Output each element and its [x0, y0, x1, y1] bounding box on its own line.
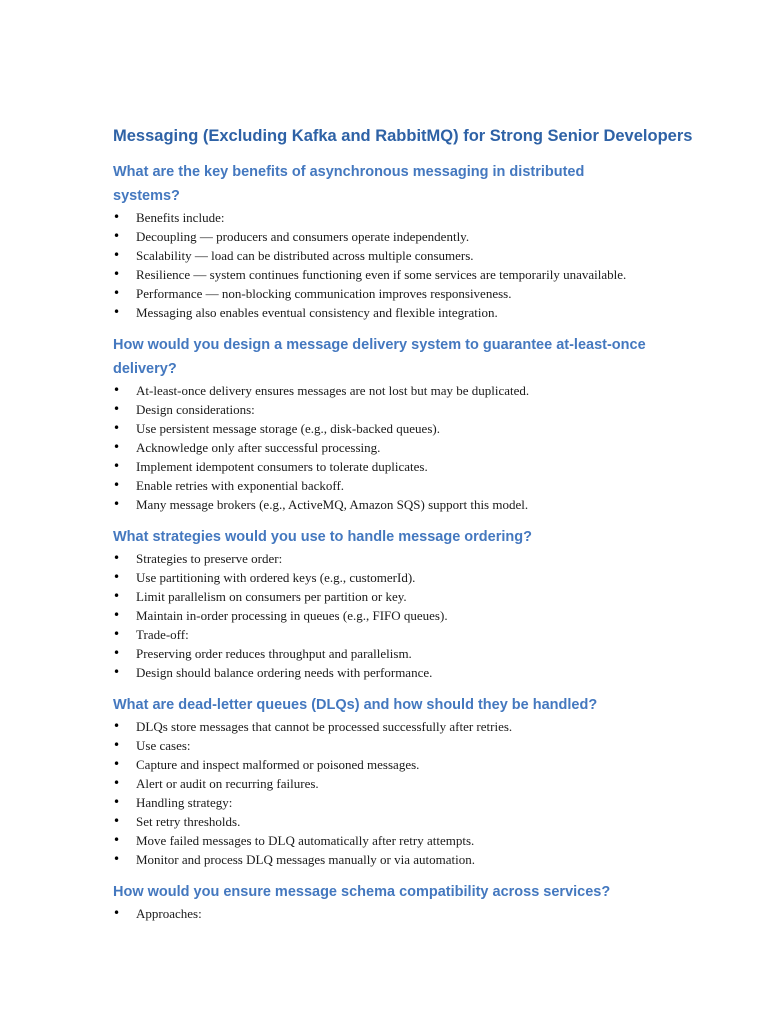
list-item-text: Enable retries with exponential backoff.: [136, 478, 345, 493]
bullet-icon: •: [113, 286, 121, 300]
list-item: [113, 265, 653, 284]
list-item: [113, 438, 653, 457]
bullet-icon: •: [113, 440, 121, 454]
list-item-text: Resilience — system continues functioning even if some services are temporarily unavailable.: [136, 267, 627, 282]
list-item-text: Design considerations:: [136, 402, 255, 417]
bullet-icon: •: [113, 795, 121, 809]
list-item: [113, 831, 653, 850]
list-item: [113, 606, 653, 625]
list-item: [113, 850, 653, 869]
list-item: [113, 663, 653, 682]
list-item-text: Decoupling — producers and consumers operate independently.: [136, 229, 470, 244]
list-item: [113, 793, 653, 812]
qa-section: [113, 333, 653, 514]
answer-list: [113, 717, 653, 869]
question-heading: What are dead-letter queues (DLQs) and how should they be handled?: [113, 697, 598, 713]
list-item: [113, 774, 653, 793]
bullet-icon: •: [113, 248, 121, 262]
question-heading: How would you design a message delivery system to guarantee at-least-once delivery?: [113, 337, 646, 377]
bullet-icon: •: [113, 478, 121, 492]
bullet-icon: •: [113, 210, 121, 224]
qa-section: [113, 160, 653, 322]
answer-list: [113, 381, 653, 514]
bullet-icon: •: [113, 608, 121, 622]
list-item-text: Use persistent message storage (e.g., disk-backed queues).: [136, 421, 440, 436]
bullet-icon: •: [113, 383, 121, 397]
list-item-text: Trade-off:: [136, 627, 189, 642]
question-heading: What are the key benefits of asynchronous messaging in distributed systems?: [113, 164, 585, 204]
list-item: [113, 495, 653, 514]
list-item-text: Implement idempotent consumers to tolerate duplicates.: [136, 459, 428, 474]
answer-list: [113, 549, 653, 682]
list-item-text: Acknowledge only after successful processing.: [136, 440, 381, 455]
bullet-icon: •: [113, 402, 121, 416]
list-item-text: Messaging also enables eventual consistency and flexible integration.: [136, 305, 498, 320]
list-item-text: Capture and inspect malformed or poisoned messages.: [136, 757, 420, 772]
qa-section: [113, 880, 653, 923]
bullet-icon: •: [113, 570, 121, 584]
list-item: [113, 284, 653, 303]
list-item-text: Move failed messages to DLQ automatically after retry attempts.: [136, 833, 475, 848]
bullet-icon: •: [113, 852, 121, 866]
list-item: [113, 644, 653, 663]
bullet-icon: •: [113, 646, 121, 660]
list-item-text: Use partitioning with ordered keys (e.g., customerId).: [136, 570, 416, 585]
bullet-icon: •: [113, 665, 121, 679]
list-item-text: Performance — non-blocking communication improves responsiveness.: [136, 286, 512, 301]
bullet-icon: •: [113, 757, 121, 771]
question-heading: What strategies would you use to handle message ordering?: [113, 529, 532, 545]
bullet-icon: •: [113, 267, 121, 281]
list-item: [113, 812, 653, 831]
bullet-icon: •: [113, 589, 121, 603]
list-item: [113, 246, 653, 265]
list-item: [113, 381, 653, 400]
list-item: [113, 549, 653, 568]
document-content: [113, 124, 693, 934]
list-item: [113, 904, 653, 923]
bullet-icon: •: [113, 814, 121, 828]
list-item: [113, 587, 653, 606]
list-item: [113, 227, 653, 246]
list-item-text: Monitor and process DLQ messages manually or via automation.: [136, 852, 476, 867]
list-item-text: Preserving order reduces throughput and parallelism.: [136, 646, 412, 661]
bullet-icon: •: [113, 229, 121, 243]
list-item-text: Maintain in-order processing in queues (e.g., FIFO queues).: [136, 608, 448, 623]
list-item: [113, 457, 653, 476]
list-item-text: Limit parallelism on consumers per partition or key.: [136, 589, 407, 604]
answer-list: [113, 904, 653, 923]
qa-section: [113, 693, 653, 869]
list-item: [113, 736, 653, 755]
question-heading: How would you ensure message schema compatibility across services?: [113, 884, 611, 900]
bullet-icon: •: [113, 906, 121, 920]
list-item-text: DLQs store messages that cannot be processed successfully after retries.: [136, 719, 513, 734]
bullet-icon: •: [113, 776, 121, 790]
list-item-text: Scalability — load can be distributed across multiple consumers.: [136, 248, 474, 263]
list-item-text: Benefits include:: [136, 210, 225, 225]
list-item: [113, 717, 653, 736]
list-item-text: Approaches:: [136, 906, 202, 921]
list-item: [113, 755, 653, 774]
list-item-text: Use cases:: [136, 738, 191, 753]
list-item-text: Handling strategy:: [136, 795, 233, 810]
qa-section: [113, 525, 653, 682]
list-item-text: Alert or audit on recurring failures.: [136, 776, 319, 791]
bullet-icon: •: [113, 738, 121, 752]
bullet-icon: •: [113, 305, 121, 319]
list-item-text: Design should balance ordering needs with performance.: [136, 665, 433, 680]
bullet-icon: •: [113, 551, 121, 565]
list-item: [113, 568, 653, 587]
bullet-icon: •: [113, 627, 121, 641]
list-item: [113, 419, 653, 438]
bullet-icon: •: [113, 459, 121, 473]
sections-container: [113, 160, 653, 923]
bullet-icon: •: [113, 497, 121, 511]
bullet-icon: •: [113, 719, 121, 733]
list-item-text: Many message brokers (e.g., ActiveMQ, Amazon SQS) support this model.: [136, 497, 529, 512]
document-title: Messaging (Excluding Kafka and RabbitMQ) for Strong Senior Developers: [113, 127, 693, 145]
list-item-text: At-least-once delivery ensures messages are not lost but may be duplicated.: [136, 383, 530, 398]
list-item-text: Set retry thresholds.: [136, 814, 241, 829]
answer-list: [113, 208, 653, 322]
bullet-icon: •: [113, 833, 121, 847]
list-item: [113, 476, 653, 495]
list-item: [113, 303, 653, 322]
bullet-icon: •: [113, 421, 121, 435]
list-item: [113, 208, 653, 227]
list-item: [113, 400, 653, 419]
list-item: [113, 625, 653, 644]
list-item-text: Strategies to preserve order:: [136, 551, 283, 566]
